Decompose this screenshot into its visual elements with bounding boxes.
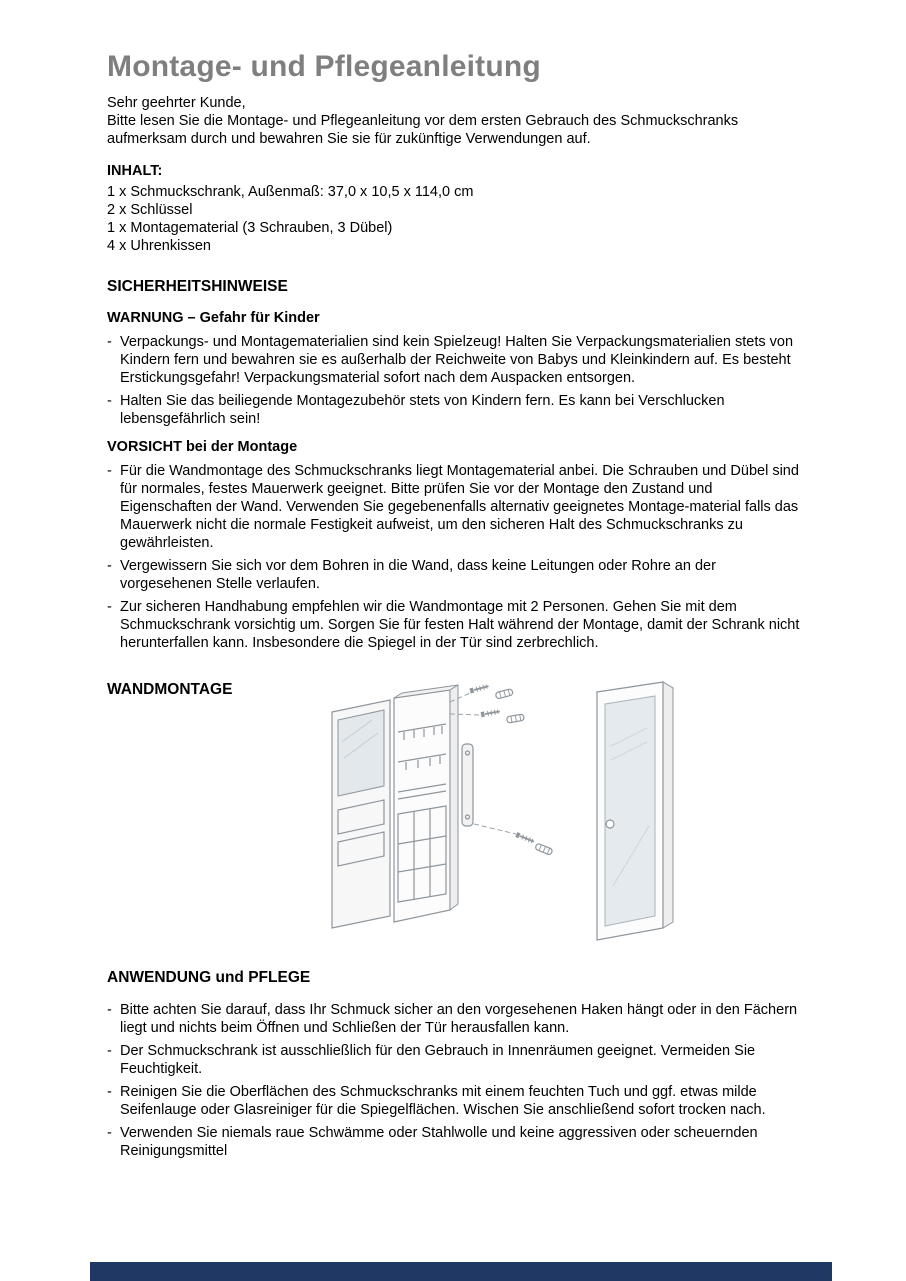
screw-icon	[469, 684, 489, 694]
intro-text: Bitte lesen Sie die Montage- und Pflegeanleitung vor dem ersten Gebrauch des Schmuckschranks aufmerksam durch und bewahren Sie sie für zukünftige Verwendungen auf.	[107, 113, 739, 147]
use-and-care-heading: ANWENDUNG und PFLEGE	[107, 969, 311, 986]
caution-mounting-heading: VORSICHT bei der Montage	[107, 439, 298, 455]
bullet-text: Für die Wandmontage des Schmuckschranks liegt Montagematerial anbei. Die Schrauben und Dübel sind für normales, festes Mauerwerk geeignet. Bitte prüfen Sie vor der Montage den Zustand und Eigenschaften der Wand. Verwenden Sie gegebenenfalls alternativ geeignetes Montage-material falls das Mauerwerk nicht die normale Festigkeit aufweist, um den sicheren Halt des Schmuckschranks zu gewährleisten.	[120, 463, 799, 551]
cabinet-body-drawing	[394, 685, 458, 922]
bullet-dash: -	[107, 1125, 112, 1141]
bullet-dash: -	[107, 1002, 112, 1018]
bullet-text: Verwenden Sie niemals raue Schwämme oder Stahlwolle und keine aggressiven oder scheuernden Reinigungsmittel	[120, 1125, 758, 1159]
use-and-care-section	[107, 968, 800, 1160]
bullet-dash: -	[107, 558, 112, 574]
safety-section	[107, 277, 800, 652]
bullet-dash: -	[107, 334, 112, 350]
open-cabinet-drawing	[332, 684, 553, 928]
bullet-item	[107, 1083, 800, 1119]
bullet-item	[107, 1042, 800, 1078]
caution-mounting-subsection	[107, 438, 800, 652]
bullet-text: Halten Sie das beiliegende Montagezubehör stets von Kindern fern. Es kann bei Verschlucken lebensgefährlich sein!	[120, 393, 725, 427]
intro-paragraph	[107, 94, 800, 148]
contents-item: 2 x Schlüssel	[107, 202, 193, 218]
bullet-text: Bitte achten Sie darauf, dass Ihr Schmuck sicher an den vorgesehenen Haken hängt oder in den Fächern liegt und nichts beim Öffnen und Schließen der Tür herausfallen kann.	[120, 1002, 798, 1036]
bullet-item	[107, 598, 800, 652]
contents-section	[107, 162, 800, 255]
open-door-drawing	[332, 700, 390, 928]
bullet-dash: -	[107, 599, 112, 615]
mounting-bracket-drawing	[462, 744, 473, 826]
bullet-item	[107, 333, 800, 387]
safety-heading: SICHERHEITSHINWEISE	[107, 278, 288, 295]
dowel-icon	[506, 714, 524, 723]
bullet-item	[107, 1001, 800, 1037]
intro-greeting: Sehr geehrter Kunde,	[107, 95, 246, 111]
contents-item: 1 x Schmuckschrank, Außenmaß: 37,0 x 10,5 x 114,0 cm	[107, 184, 474, 200]
closed-cabinet-drawing	[597, 682, 673, 940]
bullet-text: Der Schmuckschrank ist ausschließlich für den Gebrauch in Innenräumen geeignet. Vermeiden Sie Feuchtigkeit.	[120, 1043, 756, 1077]
bullet-dash: -	[107, 1084, 112, 1100]
dowel-icon	[535, 843, 553, 855]
bullet-dash: -	[107, 463, 112, 479]
bullet-item	[107, 557, 800, 593]
contents-heading: INHALT:	[107, 163, 163, 179]
page-title: Montage- und Pflegeanleitung	[107, 50, 541, 83]
screw-icon	[515, 832, 535, 844]
bullet-text: Reinigen Sie die Oberflächen des Schmuckschranks mit einem feuchten Tuch und ggf. etwas milde Seifenlauge oder Glasreiniger für die Spiegelflächen. Wischen Sie anschließend sofort trocken nach.	[120, 1084, 766, 1118]
bullet-item	[107, 1124, 800, 1160]
bullet-item	[107, 392, 800, 428]
contents-item: 1 x Montagematerial (3 Schrauben, 3 Dübel)	[107, 220, 393, 236]
bullet-dash: -	[107, 393, 112, 409]
mirror-drawing	[605, 696, 655, 926]
warning-children-heading: WARNUNG – Gefahr für Kinder	[107, 310, 320, 326]
dowel-icon	[495, 689, 513, 700]
wall-mount-illustration	[302, 666, 732, 951]
screw-icon	[481, 709, 501, 717]
footer-bar	[90, 1262, 832, 1281]
bullet-dash: -	[107, 1043, 112, 1059]
contents-item: 4 x Uhrenkissen	[107, 238, 211, 254]
bullet-item	[107, 462, 800, 552]
bullet-text: Zur sicheren Handhabung empfehlen wir die Wandmontage mit 2 Personen. Gehen Sie mit dem Schmuckschrank vorsichtig um. Sorgen Sie für festen Halt während der Montage, damit der Schrank nicht herunterfallen kann. Insbesondere die Spiegel in der Tür sind zerbrechlich.	[120, 599, 800, 651]
bullet-text: Vergewissern Sie sich vor dem Bohren in die Wand, dass keine Leitungen oder Rohre an der vorgesehenen Stelle verlaufen.	[120, 558, 716, 592]
warning-children-subsection	[107, 309, 800, 428]
wall-mounting-section	[107, 666, 800, 956]
bullet-text: Verpackungs- und Montagematerialien sind kein Spielzeug! Halten Sie Verpackungsmaterialien stets von Kindern fern und bewahren sie es außerhalb der Reichweite von Babys und Kleinkindern auf. Es besteht Erstickungsgefahr! Verpackungsmaterial sofort nach dem Auspacken entsorgen.	[120, 334, 794, 386]
illustration-wrap	[302, 666, 732, 956]
leader-line	[474, 824, 516, 834]
wall-mounting-heading: WANDMONTAGE	[107, 681, 233, 698]
lock-icon	[606, 820, 614, 828]
